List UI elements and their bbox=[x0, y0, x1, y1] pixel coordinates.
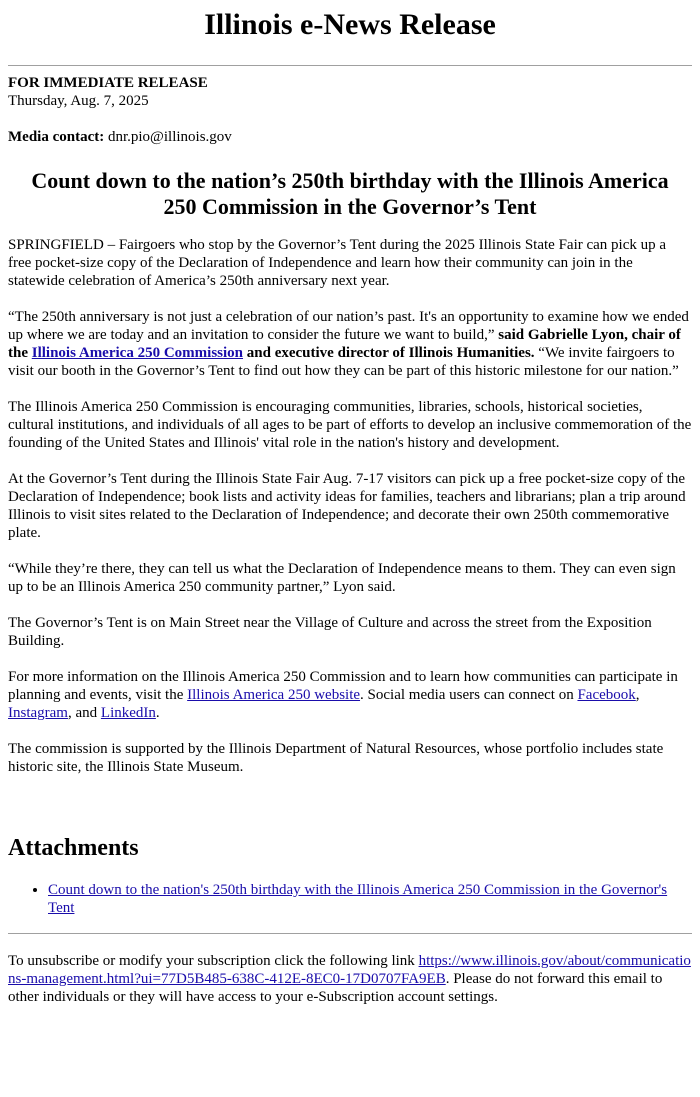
attachment-link[interactable]: Count down to the nation's 250th birthday with the Illinois America 250 Commission in the Governor's Tent bbox=[48, 882, 668, 916]
paragraph-3: The Illinois America 250 Commission is encouraging communities, libraries, schools, historical societies, cultural institutions, and individuals of all ages to be part of efforts to develop an inclusive commemoration of the founding of the United States and Illinois' vital role in the nation's history and development. bbox=[8, 399, 692, 451]
paragraph-1: SPRINGFIELD – Fairgoers who stop by the Governor’s Tent during the 2025 Illinois State Fair can pick up a free pocket-size copy of the Declaration of Independence and learn how their community can join in the statewide celebration of America’s 250th anniversary next year. bbox=[8, 237, 667, 289]
paragraph-5: “While they’re there, they can tell us what the Declaration of Independence means to them. They can even sign up to be an Illinois America 250 community partner,” Lyon said. bbox=[8, 561, 676, 595]
attachments-list bbox=[8, 881, 692, 917]
paragraph-7: For more information on the Illinois America 250 Commission and to learn how communities can participate in planning and events, visit the Illinois America 250 website. Social media users can connect on Facebook, Instagram, and LinkedIn. bbox=[8, 669, 678, 721]
facebook-link[interactable]: Facebook bbox=[577, 687, 636, 703]
media-contact-email: dnr.pio@illinois.gov bbox=[104, 129, 232, 145]
paragraph-2 bbox=[8, 308, 692, 380]
header-divider bbox=[8, 65, 692, 66]
paragraph-4: At the Governor’s Tent during the Illinois State Fair Aug. 7-17 visitors can pick up a free pocket-size copy of the Declaration of Independence; book lists and activity ideas for families, teachers and librarians; plan a trip around Illinois to visit sites related to the Declaration of Independence; and decorate their own 250th commemorative plate. bbox=[8, 471, 686, 541]
media-contact-label: Media contact: bbox=[8, 129, 105, 145]
release-info bbox=[8, 74, 692, 146]
unsubscribe-link[interactable]: https://www.illinois.gov/about/communications-management.html?ui=77D5B485-638C-412E-8EC0-17D0707FA9EB bbox=[8, 953, 691, 987]
linkedin-link[interactable]: LinkedIn bbox=[100, 705, 156, 721]
quote-start: “The 250th anniversary is not just a celebration of our nation’s past. It's an opportunity to examine how we ended up where we are today and an invitation to consider the future we want to build,” bbox=[8, 309, 689, 343]
media-contact bbox=[8, 128, 692, 146]
page-title: Illinois e-News Release bbox=[204, 8, 496, 41]
quote-attribution: said Gabrielle Lyon, chair of the Illinois America 250 Commission and executive director of Illinois Humanities. bbox=[8, 327, 681, 361]
attachments-title: Attachments bbox=[8, 835, 139, 861]
website-link[interactable]: Illinois America 250 website bbox=[187, 687, 361, 703]
paragraph-8: The commission is supported by the Illinois Department of Natural Resources, whose portfolio includes state historic site, the Illinois State Museum. bbox=[8, 741, 664, 775]
footer: To unsubscribe or modify your subscription click the following link https://www.illinois.gov/about/communications-management.html?ui=77D5B485-638C-412E-8EC0-17D0707FA9EB. Please do not forward this email to other individuals or they will have access to your e-Subscription account settings. bbox=[8, 953, 691, 1005]
footer-divider bbox=[8, 933, 692, 934]
release-date: Thursday, Aug. 7, 2025 bbox=[8, 93, 149, 109]
paragraph-6: The Governor’s Tent is on Main Street near the Village of Culture and across the street from the Exposition Building. bbox=[8, 615, 652, 649]
commission-link[interactable]: Illinois America 250 Commission bbox=[31, 345, 244, 361]
quote-end: “We invite fairgoers to visit our booth in the Governor’s Tent to find out how they can be part of this historic milestone for our nation.” bbox=[8, 345, 679, 379]
list-item bbox=[48, 881, 692, 917]
article-headline: Count down to the nation’s 250th birthday with the Illinois America 250 Commission in the Governor’s Tent bbox=[31, 168, 669, 219]
release-label: FOR IMMEDIATE RELEASE bbox=[8, 75, 208, 91]
instagram-link[interactable]: Instagram bbox=[8, 705, 68, 721]
